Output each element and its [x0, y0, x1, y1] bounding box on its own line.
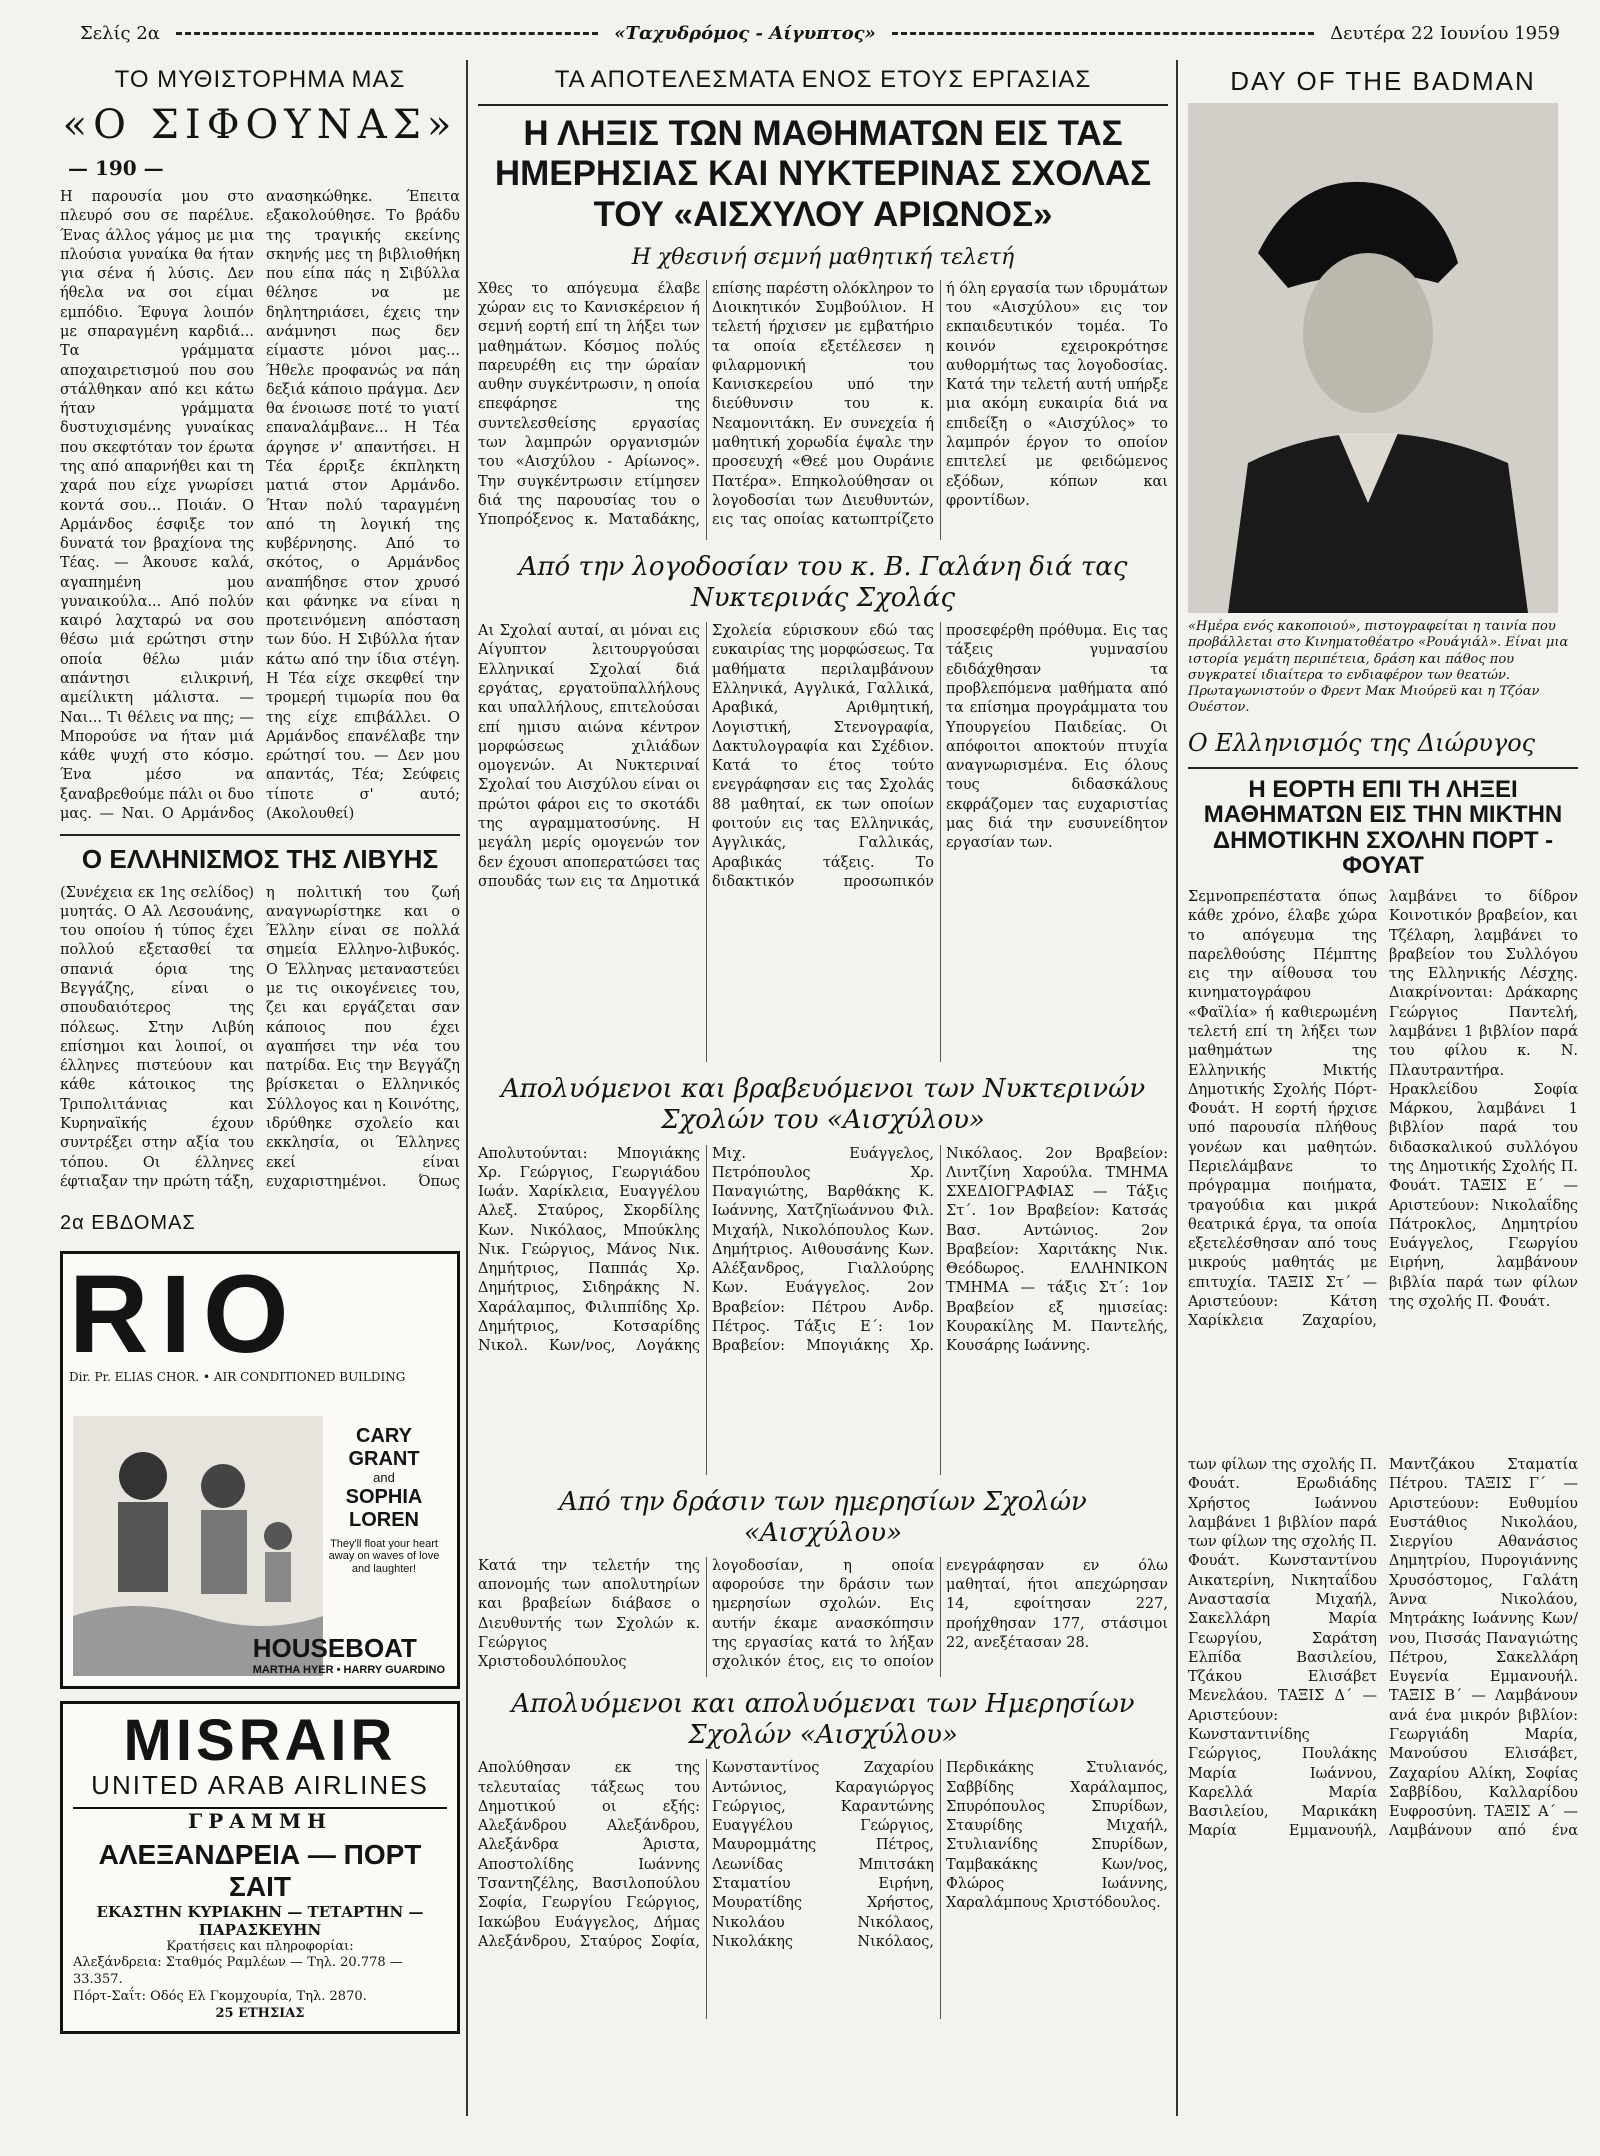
film-title-text: HOUSEBOAT [252, 1632, 417, 1663]
misrair-info-4: 25 ΕΤΗΣΙΑΣ [215, 2006, 305, 2022]
center-column [466, 60, 1168, 2116]
day-school-graduates-text: Απολύθησαν εκ της τελευταίας τάξεως του Δημοτικού οι εξής: Αλεξάνδρου Αλεξάνδρου, Αλεξάνδρα Άριστα, Αποστολίδης Ιωάννης Τσαντηζέλης, Βασιλοπούλου Σοφία, Γεωργίου Γεώργιος, Ιακώβου Ευάγγελος, Δήμας Αλεξάνδρου, Σταύρος Σοφία, Κωνσταντίνος Ζαχαρίου Αντώνιος, Καραγιώργος Γεώργιος, Καραντώνης Ευαγγέλου Γεώργιος, Μαυρομμάτης Πέτρος, Λεωνίδας Μπιτσάκη Σταματίου Ειρήνη, Μουρατίδης Χρήστος, Νικολάου Νικόλαος, Νικολάκης Νικόλαος, Περδικάκης Στυλιανός, Σαββίδης Χαράλαμπος, Σπυρόπουλος Σπυρίδων, Σταυρίδης Μιχαήλ, Στυλιανίδης Σπυρίδων, Ταμβακάκης Κων/νος, Φλώρος Ιωάννης, Χαραλάμπους Χριστόδουλος. [478, 1760, 1168, 1950]
misrair-logo: MISRAIR [123, 1707, 397, 1773]
main-headline: Η ΛΗΞΙΣ ΤΩΝ ΜΑΘΗΜΑΤΩΝ ΕΙΣ ΤΑΣ ΗΜΕΡΗΣΙΑΣ ΚΑΙ ΝΥΚΤΕΡΙΝΑΣ ΣΧΟΛΑΣ ΤΟΥ «ΑΙΣΧΥΛΟΥ ΑΡΙΩΝΟΣ» [478, 104, 1168, 235]
actor-portrait-image [1188, 103, 1558, 613]
ceremony-text: Χθες το απόγευμα έλαβε χώραν εις το Κανισκέρειον ή σεμνή εορτή επί τη λήξει των μαθημάτων. Κόσμος πολύς παρευρέθη εις την ώραίαν αυθην συγκέντρωσιν, η οποία επεφάρησε της συντελεσθείσης εργασίας των λαμπρών οργανισμών του «Αισχύλου - Αρίωνος». Την συγκέντρωσιν ετίμησεν διά της παρουσίας του ο Υποπρόξενος κ. Ματαδάκης, επίσης παρέστη ολόκληρον το Διοικητικόν Συμβούλιον. Η τελετή ήρχισεν με εμβατήριο τα οποία εξετέλεσεν η φιλαρμονική του Κανισκερείου υπό την διεύθυνσιν του κ. Νεαμονιτάκη. Εν συνεχεία ή μαθητική χορωδία έψαλε την προσευχή «Θεέ μου Ουράνιε Πατέρα». Επηκολούθησαν οι λογοδοσίαι των Διευθυντών, εις τας οποίας κατωπτρίζετο ή όλη εργασία των ιδρυμάτων του «Αισχύλου» εις τον εκπαιδευτικόν τομέα. Το κοινόν εχειροκρότησε αυθορμήτως τας λογοδοσίας. Κατά την τελετή αυτή υπήρξε μια ακόμη ευκαιρία διά να επιδείξη ο «Αισχύλος» το λαμπρόν έργον το οποίον επιτελεί με φειδώμενος εξόδων, κόπων και φροντίδων. [478, 280, 1168, 529]
rio-owner: Dir. Pr. ELIAS CHOR. • AIR CONDITIONED BUILDING [69, 1369, 406, 1384]
misrair-info-2: Αλεξάνδρεια: Σταθμός Ραμλέων — Τηλ. 20.778 — 33.357. [73, 1955, 403, 1988]
installment-number: — 190 — [68, 156, 164, 180]
port-fouad-awards: των φίλων της σχολής Π. Φουάτ. Ερωδιάδης Χρήστος Ιωάννου λαμβάνει 1 βιβλίον παρά των φίλων της σχολής Π. Φουάτ. Κωνσταντίνου Αικατερίνη, Νικηταΐδου Αναστασία Μιχαήλ, Σακελλάρη Μαρία Γεωργίου, Σαράτση Ελπίδα Βασιλείου, Τζάκου Ελισάβετ Μενελάου. ΤΑΞΙΣ Δ΄ — Αριστεύουν: Κωνσταντινίδης Γεώργιος, Πουλάκης Μαρία Ιωάννου, Καρελλά Μαρία Βασιλείου, Μαρικάκη Μαρία Εμμανουήλ, Μαντζάκου Σταματία Πέτρου. ΤΑΞΙΣ Γ΄ — Αριστεύουν: Ευθυμίου Ευστάθιος Νικολάου, Σιεργίου Αθανάσιος Δημητρίου, Πυρογιάννης Χρυσόστομος, Γαλάτη Άννα Νικολάου, Μητράκης Ιωάννης Κων/νου, Πισσάς Παναγιώτης Πέτρου, Σακελλάρη Ευγενία Εμμανουήλ. ΤΑΞΙΣ Β΄ — Λαμβάνουν ανά ένα μικρόν βιβλίον: Γεωργιάδη Μαρία, Μανούσου Ελισάβετ, Ζαχαρίου Αλίκη, Σοφίας Σαββίδου, Καλλαρίδου Ευφροσύνη. ΤΑΞΙΣ Α΄ — Λαμβάνουν από ένα [1188, 1457, 1578, 1840]
day-school-text: Κατά την τελετήν της απονομής των απολυτηρίων και βραβείων διάβασε ο Διευθυντής των Σχολών κ. Γεώργιος Χριστοδουλόπουλος λογοδοσίαν, η οποία αφορούσε την δράσιν των ημερησίων σχολών. Εις αυτήν έκαμε ανασκόπησιν της εργασίας κατά το λήξαν σχολικόν έτος, εις το οποίον ενεγράφησαν εν όλω μαθηταί, ήτοι απεχώρησαν 14, εφοίτησαν 227, προήχθησαν 177, στάσιμοι 22, ανεξέτασαν 28. [478, 1557, 1168, 1671]
right-column [1176, 60, 1578, 2116]
page-number: Σελίς 2α [80, 22, 160, 44]
day-school-head: Από την δράσιν των ημερησίων Σχολών «Αισχύλου» [559, 1486, 1087, 1548]
libya-headline: Ο ΕΛΛΗΝΙΣΜΟΣ ΤΗΣ ΛΙΒΥΗΣ [60, 834, 460, 873]
novel-text: Η παρουσία μου στο πλευρό σου σε παρέλυε. Ένας άλλος γάμος με μια πλούσια γυναίκα θα ήταν για σένα ή λύσις. Δεν ήθελα να σοι είμαι εμπόδιο. Έφυγα λοιπόν με σπαραγμένη καρδιά... Τα γράμματα αποχαιρετισμού που σου στάλθηκαν από κει κάτω ήταν γράμματα δυστυχισμένης γυναίκας που σκεφτόταν τον έρωτα της από απαρνήθει και τη χαρά που είχε γνωρίσει κοντά σου... Ποιάν. Ο Αρμάνδος έσφιξε τον δυνατά τον βραχίονα της Τέας. — Άκουσε καλά, αγαπημένη μου γυναικούλα... Από πολύν καιρό λαχταρώ να σου θέσω μιά ερώτησι στην οποία θέλω μιάν απάντησι ειλικρινή, αμείλικτη μάλιστα. — Ναι... Τι θέλεις να πης; — Μπορούσε να ήταν μιά κάθε ψυχή στο κόσμο. Ένα μέσο να ξαναβρεθούμε πάλι οι δυο μας. — Ναι. Ο Αρμάνδος ανασηκώθηκε. Έπειτα εξακολούθησε. Το βράδυ της τραγικής εκείνης σκηνής μες τη βιβλιοθήκη που είπα πάς η Σιβύλλα θέλησε να με δηλητηριάσει, έχεις την ανάμνησι πως δεν είμαστε μόνοι μας... Ήθελε προφανώς να πάη δεξιά κάποιο πράγμα. Δεν θα ένοιωσε ποτέ το γιατί επαναλάμβανε... Η Τέα άργησε ν' απαντήσει. Η Τέα έρριξε έκπληκτη ματιά στον Αρμάνδο. Ήταν πολύ ταραγμένη από τη λογική της κυβέρνησης. Από το σκότος, ο Αρμάνδος αναπήδησε στον χρυσό και φάνηκε να είναι η προτεινόμενη απόσταση των δύο. Η Σιβύλλα ήταν κάτω από την ίδια στέγη. Η Τέα είχε σκεφθεί την τρομερή τιμωρία που θα της είχε επιβάλλει. Ο Αρμάνδος επανέλαβε την ερώτησί του. — Δεν μου απαντάς, Τέα; Σεύφεις τίποτε σ' αυτό; (Ακολουθεί) [60, 189, 460, 822]
rio-logo: RIO [69, 1252, 301, 1376]
port-fouad-headline: Η ΕΟΡΤΗ ΕΠΙ ΤΗ ΛΗΞΕΙ ΜΑΘΗΜΑΤΩΝ ΕΙΣ ΤΗΝ ΜΙΚΤΗΝ ΔΗΜΟΤΙΚΗΝ ΣΧΟΛΗΝ ΠΟΡΤ - ΦΟΥΑΤ [1188, 767, 1578, 878]
main-subtitle: Η χθεσινή σεμνή μαθητική τελετή [631, 244, 1015, 270]
masthead [80, 16, 1560, 50]
night-school-speech-text: Αι Σχολαί αυταί, αι μόναι εις Αίγυπτον λειτουργούσαι Ελληνικαί Σχολαί διά εργάτας, εργατοϋπαλλήλους και υπαλλήλους, επιτελούσαι επί ημισυ αιώνα κέντρον μορφώσεως χιλιάδων ομογενών. Αι Νυκτεριναί Σχολαί του Αισχύλου είναι οι πρώτοι φάροι εις το σκοτάδι της αγραμματοσύνης. Η μεγάλη μερίς ομογενών τον δεν έχουσι αποπερατώσει τας σπουδάς των εις τα Δημοτικά Σχολεία εύρισκουν εδώ τας ευκαιρίας της μορφώσεως. Τα μαθήματα περιλαμβάνουν Ελληνικά, Αγγλικά, Γαλλικά, Αραβικά, Αριθμητική, Λογιστική, Στενογραφία, Δακτυλογραφία και Σχέδιον. Κατά το έτος τούτο ενεγράφησαν εις τας Σχολάς 88 μαθηταί, εκ των οποίων φοιτούν εις τας Ελληνικάς, Αγγλικάς, Γαλλικάς, Αραβικάς τάξεις. Το διδακτικόν προσωπικόν προσεφέρθη πρόθυμα. Εις τας τάξεις γυμνασίου εδιδάχθησαν τα προβλεπόμενα μαθήματα από τα επίσημα προγράμματα του Υπουργείου Παιδείας. Οι απόφοιτοι αποκτούν πτυχία αναγνωρισμένα. Εις όλους τους διδασκάλους εκφράζομεν τας ευχαριστίας μας διά την ευσυνείδητον εργασίαν των. [478, 623, 1168, 890]
rio-cinema-ad [60, 1251, 460, 1689]
night-school-speech-head: Από την λογοδοσίαν του κ. Β. Γαλάνη διά τας Νυκτερινάς Σχολάς [518, 551, 1128, 613]
novel-title: «Ο ΣΙΦΟΥΝΑΣ» [62, 102, 458, 148]
misrair-info-3: Πόρτ-Σαΐτ: Οδός Ελ Γκομχουρία, Τηλ. 2870. [73, 1989, 367, 2005]
port-fouad-text: Σεμνοπρεπέστατα όπως κάθε χρόνο, έλαβε χώρα το απόγευμα της παρελθούσης Πέμπτης εις την αίθουσα του κινηματογράφου «Φαϊλία» ή καθιερωμένη τελετή επί τη λήξει των μαθημάτων της Ελληνικής Μικτής Δημοτικής Σχολής Πόρτ-Φουάτ. Η εορτή ήρχισε υπό παρουσία πλήθους γονέων και μαθητών. Περιελάμβανε το πρόγραμμα ποιήματα, τραγούδια και μικρά θεατρικά έργα, τα οποία εξετελέσθησαν από τους μικρούς μαθητάς με επιτυχία. ΤΑΞΙΣ Στ΄ — Αριστεύουν: Κάτση Χαρίκλεια Ζαχαρίου, λαμβάνει το δίδρον Κοινοτικόν βραβείον, και Τζέλαρη, λαμβάνει το βραβείον του Συλλόγου της Ελληνικής Λέσχης. Διακρίνονται: Δράκαρης Γεώργιος Παντελή, λαμβάνει 1 βιβλίον παρά του φίλου κ. Ν. Πλαυτραντήρα. Ηρακλείδου Σοφία Μάρκου, λαμβάνει 1 βιβλίον παρά του διδασκαλικού συλλόγου της Δημοτικής Σχολής Π. Φουάτ. ΤΑΞΙΣ Ε΄ — Αριστεύουν: Νικολαΐδης Πάτροκλος, Δημητρίου Ευάγγελος, Γεωργίου Ειρήνη, λαμβάνουν βιβλία παρά των φίλων της σχολής Π. Φουάτ. [1188, 889, 1578, 1330]
masthead-rule-2 [892, 32, 1314, 35]
film-cast: MARTHA HYER • HARRY GUARDINO [252, 1663, 445, 1676]
star-1: CARY GRANT [348, 1424, 420, 1470]
issue-date: Δευτέρα 22 Ιουνίου 1959 [1330, 22, 1561, 44]
film-title [253, 1633, 445, 1676]
misrair-tagline: UNITED ARAB AIRLINES [91, 1769, 429, 1800]
misrair-line: ΓΡΑΜΜΗ [73, 1807, 447, 1833]
star-conj: and [373, 1469, 395, 1485]
misrair-route: ΑΛΕΞΑΝΔΡΕΙΑ — ΠΟΡΤ ΣΑΙΤ [98, 1838, 422, 1902]
masthead-rule [176, 32, 598, 35]
rio-tagline: They'll float your heart away on waves of love and laughter! [328, 1537, 440, 1575]
night-school-graduates-text: Απολυτούνται: Μπογιάκης Χρ. Γεώργιος, Γεωργιάδου Ιωάν. Χαρίκλεια, Ευαγγέλου Αλεξ. Σταύρος, Σκορδίλης Κων. Νικόλαος, Μπούκλης Νικ. Γεώργιος, Μάνος Νικ. Δημήτριος, Παππάς Χρ. Δημήτριος, Σιδηράκης Ν. Χαράλαμπος, Φιλιππίδης Χρ. Δημήτριος, Κοτσαρίδης Νικολ. Κων/νος, Λογάκης Μιχ. Ευάγγελος, Πετρόπουλος Χρ. Παναγιώτης, Βαρθάκης Κ. Ιωάννης, Χατζηϊωάννου Φιλ. Μιχαήλ, Νικολόπουλος Κων. Δημήτριος. Αιθουσάνης Κων. Αλέξανδρος, Γιαλλούρης Κων. Ευάγγελος. 2ον Βραβείον: Πέτρου Ανδρ. Πέτρος. Τάξις Ε΄: 1ον Βραβείον: Μπογιάκης Χρ. Νικόλαος. 2ον Βραβείον: Λιντζίνη Χαρούλα. ΤΜΗΜΑ ΣΧΕΔΙΟΓΡΑΦΙΑΣ — Τάξις Στ΄. 1ον Βραβείον: Κατσάς Βασ. Αντώνιος. 2ον Βραβείον: Χαριτάκης Νικ. Θεόδωρος. ΕΛΛΗΝΙΚΟΝ ΤΜΗΜΑ — τάξις Στ΄: 1ον Βραβείον εξ ημισείας: Κουρακίλης Μ. Παντελής, Κουσάρης Ιωάννης. [478, 1145, 1168, 1355]
canal-section-head: Ο Ελληνισμός της Διώρυγος [1188, 728, 1536, 757]
results-header: ΤΑ ΑΠΟΤΕΛΕΣΜΑΤΑ ΕΝΟΣ ΕΤΟΥΣ ΕΡΓΑΣΙΑΣ [554, 66, 1092, 93]
misrair-days: ΕΚΑΣΤΗΝ ΚΥΡΙΑΚΗΝ — ΤΕΤΑΡΤΗΝ — ΠΑΡΑΣΚΕΥΗΝ [96, 1902, 424, 1939]
paper-name: «Ταχυδρόμος - Αίγυπτος» [614, 22, 876, 44]
misrair-info-1: Κρατήσεις και πληροφορίαι: [166, 1938, 354, 1954]
film-header: DAY OF THE BADMAN [1230, 66, 1536, 96]
weekly-label: 2α ΕΒΔΟΜΑΣ [60, 1211, 196, 1234]
rio-stars [325, 1425, 443, 1576]
actor-photo [1188, 103, 1558, 613]
day-school-graduates-head: Απολυόμενοι και απολυόμεναι των Ημερησίων Σχολών «Αισχύλου» [511, 1688, 1135, 1751]
libya-text: (Συνέχεια εκ 1ης σελίδος) μυητάς. Ο Αλ Λεσουάνης, του οποίου ή τύπος έχει πολλού εξετασθεί τα σπανιά όρια της Βεγγάζης, είναι ο σπουδαιότερος της πόλεως. Στην Λιβύη επίσημοι και λοιποί, οι έλληνες πιστεύουν και κάθε κάτοικος της Τριπολιτάνιας και Κυρηναϊκής έχουν συντρέξει στην αξία του τόπου. Οι έλληνες έφτιαξαν την πρώτη τάξη, η πολιτική του ζωή αναγνωρίστηκε και ο Έλλην είναι σε πολλά σημεία Ελληνο-λιβυκός. Ο Έλληνας μεταναστεύει με τις οικογένειες του, ζει και εργάζεται σαν κάποιος που έχει αγαπήσει την νέα του πατρίδα. Εις την Βεγγάζη βρίσκεται ο Ελληνικός Σύλλογος και η Κοινότης, ιδρύθηκε σχολείο και εκκλησία, οι Έλληνες εκεί είναι ευχαριστημένοι. Όπως [60, 884, 460, 1190]
novel-header: ΤΟ ΜΥΘΙΣΤΟΡΗΜΑ ΜΑΣ [114, 66, 406, 93]
misrair-ad [60, 1701, 460, 2034]
star-2: SOPHIA LOREN [345, 1485, 423, 1531]
left-column [60, 60, 460, 2116]
night-school-graduates-head: Απολυόμενοι και βραβευόμενοι των Νυκτερινών Σχολών του «Αισχύλου» [500, 1074, 1146, 1136]
photo-caption: «Ημέρα ενός κακοποιού», πιστογραφείται η ταινία που προβάλλεται στο Κινηματοθέατρο «Ρουάγιάλ». Είναι μια ιστορία γεμάτη περιπέτεια, δράση και πάθος που συγκρατεί ιδιαίτερα το ενδιαφέρον των θεατών. Πρωταγωνιστούν ο Φρεντ Μακ Μιούρεϋ και η Τζόαν Ουέστον. [1188, 619, 1569, 716]
